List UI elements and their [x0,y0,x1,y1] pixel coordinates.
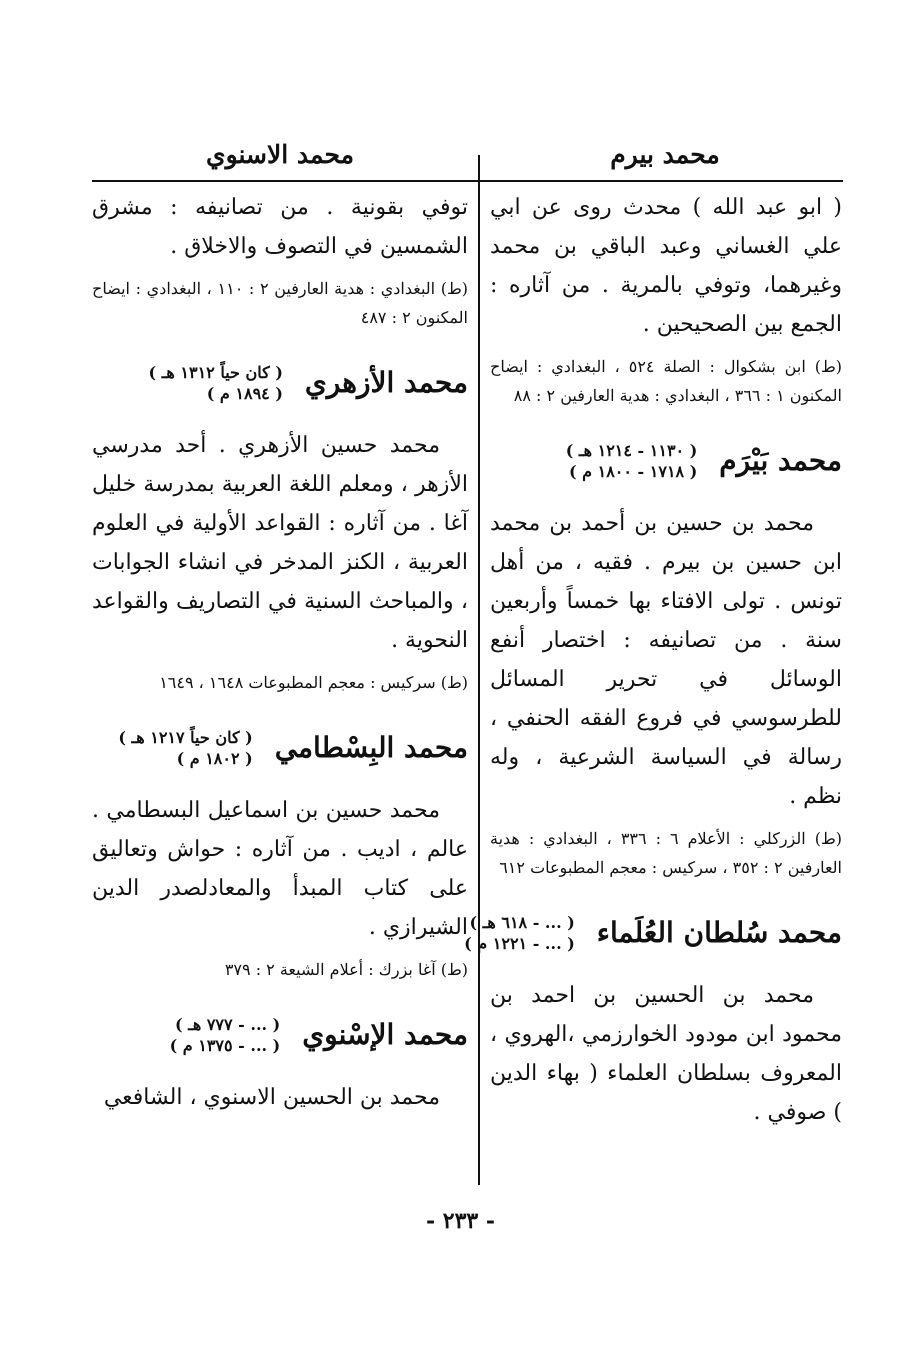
entry-source-bayram: (ط) الزركلي : الأعلام ٦ : ٣٣٦ ، البغدادي : هدية العارفين ٢ : ٣٥٢ ، سركيس : معجم المطبوعات ٦١٢ [490,829,842,877]
entry-text-isnawi: محمد بن الحسين الاسنوي ، الشافعي [103,1085,440,1110]
date-hijri: ( ١١٣٠ - ١٢١٤ هـ ) [565,441,698,460]
date-gregorian: ( ١٧١٨ - ١٨٠٠ م ) [568,462,698,481]
entry-name-sultan: محمد سُلطان العُلَماء [596,916,842,949]
entry-name-bistami: محمد البِسْطامي [274,731,468,764]
entry-text-bistami: محمد حسين بن اسماعيل البسطامي . عالم ، اديب . من آثاره : حواش وتعاليق على كتاب المبدأ والمعادلصدر الدين الشيرازي . [92,798,468,940]
entry-heading-azhari [92,354,468,412]
entry-name-azhari: محمد الأزهري [304,366,468,399]
right-column [464,188,842,1132]
entry-dates-isnawi [170,1014,281,1056]
column-divider [478,155,480,1185]
left-column [92,188,468,1117]
entry-source-azhari: (ط) سركيس : معجم المطبوعات ١٦٤٨ ، ١٦٤٩ [159,673,468,692]
entry-heading-bistami [92,719,468,777]
header-rule [92,180,843,182]
header-right-title: محمد بيرم [610,140,720,169]
right-intro-text: ( ابو عبد الله ) محدث روى عن ابي علي الغساني وعبد الباقي بن محمد وغيرهما، وتوفي بالمرية . من آثاره : الجمع بين الصحيحين . [490,195,842,337]
date-hijri: ( ... - ٧٧٧ هـ ) [174,1015,281,1034]
date-hijri: ( كان حياً ١٢١٧ هـ ) [118,728,253,747]
entry-text-bayram: محمد بن حسين بن أحمد بن محمد ابن حسين بن بيرم . فقيه ، من أهل تونس . تولى الافتاء بها خمساً وأربعين سنة . من تصانيفه : اختصار أنفع الوسائل في تحرير المسائل للطرسوسي في فروع الفقه الحنفي ، رسالة في السياسة الشرعية ، وله نظم . [490,511,842,809]
entry-text-sultan: محمد بن الحسين بن احمد بن محمود ابن مودود الخوارزمي ،الهروي ، المعروف بسلطان العلماء ( بهاء الدين ) صوفي . [490,983,842,1125]
date-gregorian: ( ١٨٠٢ م ) [176,749,253,768]
entry-heading-isnawi [92,1006,468,1064]
entry-name-isnawi: محمد الإسْنوي [302,1018,468,1051]
entry-heading-sultan [464,904,842,962]
date-gregorian: ( ... - ١٢٢١ م ) [464,934,575,953]
entry-source-bistami: (ط) آغا بزرك : أعلام الشيعة ٢ : ٣٧٩ [224,960,468,979]
right-intro-source: (ط) ابن بشكوال : الصلة ٥٢٤ ، البغدادي : ايضاح المكنون ١ : ٣٦٦ ، البغدادي : هدية العارفين ٢ : ٨٨ [490,357,842,405]
entry-text-azhari: محمد حسين الأزهري . أحد مدرسي الأزهر ، ومعلم اللغة العربية بمدرسة خليل آغا . من آثاره : القواعد الأولية في العلوم العربية ، الكنز المدخر في انشاء الجوابات ، والمباحث السنية في التصاريف والقواعد النحوية . [92,433,468,653]
date-gregorian: ( ... - ١٣٧٥ م ) [169,1036,281,1055]
date-hijri: ( ... - ٦١٨ هـ ) [469,913,575,932]
header-left-title: محمد الاسنوي [206,140,354,169]
page-number: - ٢٣٣ - [425,1208,496,1234]
entry-dates-bistami [118,727,252,769]
date-gregorian: ( ١٨٩٤ م ) [206,384,283,403]
entry-heading-bayram [490,432,842,490]
left-intro-text: توفي بقونية . من تصانيفه : مشرق الشمسين في التصوف والاخلاق . [92,195,468,259]
entry-name-bayram: محمد بَيْرَم [719,444,842,477]
entry-dates-bayram [566,440,698,482]
left-intro-source: (ط) البغدادي : هدية العارفين ٢ : ١١٠ ، البغدادي : ايضاح المكنون ٢ : ٤٨٧ [92,279,469,327]
entry-dates-azhari [149,362,283,404]
date-hijri: ( كان حياً ١٣١٢ هـ ) [148,363,283,382]
entry-dates-sultan [464,912,575,954]
